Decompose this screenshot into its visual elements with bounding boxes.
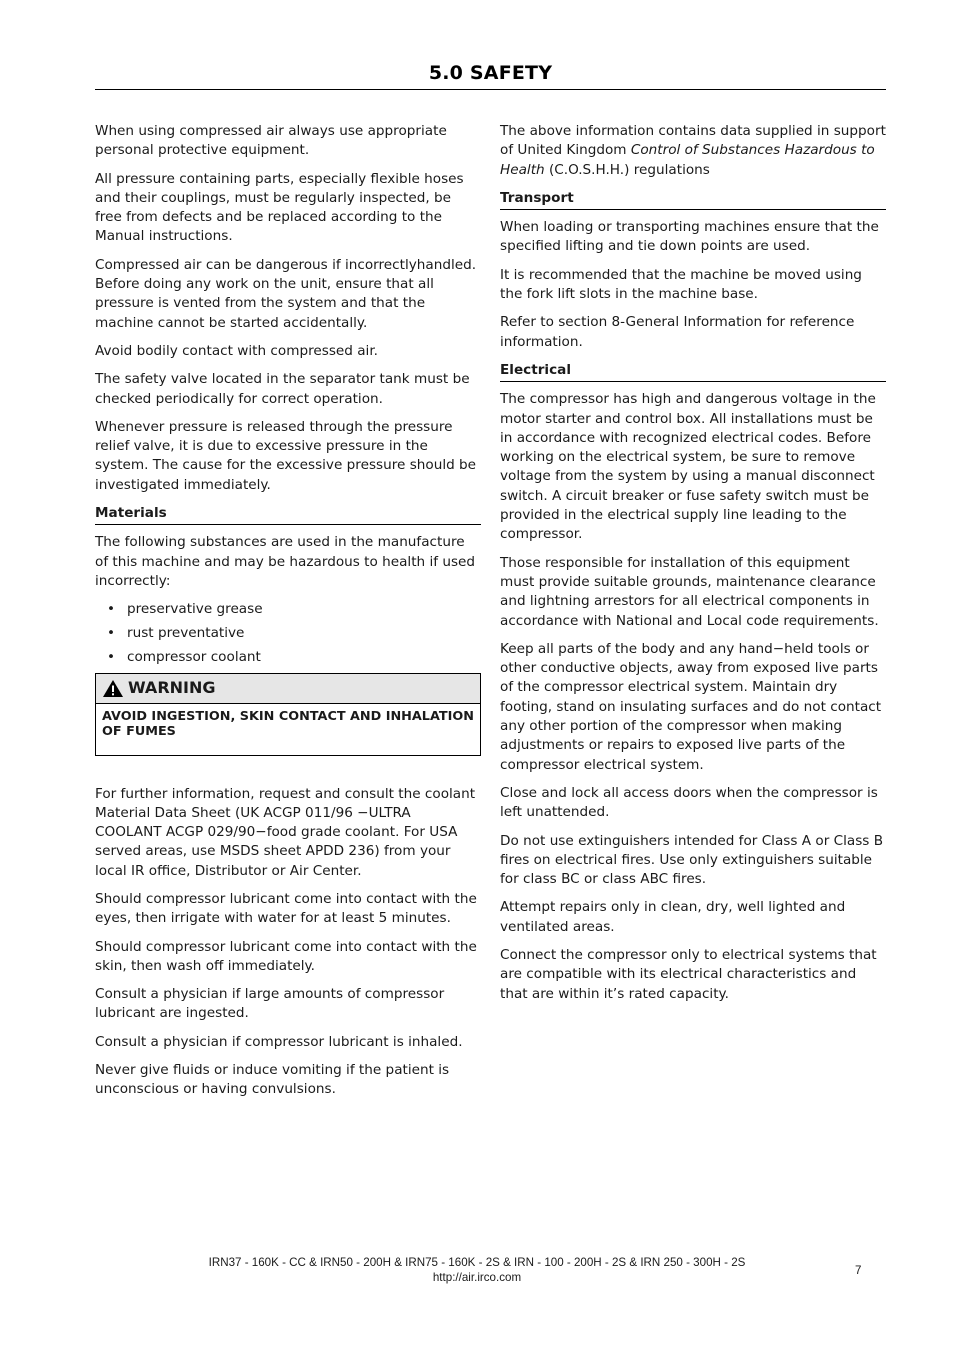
paragraph-repairs: Attempt repairs only in clean, dry, well lighted and ventilated areas. <box>500 899 846 935</box>
footer-url[interactable]: http://air.irco.com <box>432 1271 522 1284</box>
list-item <box>95 624 481 643</box>
paragraph-loading: When loading or transporting machines ensure that the specified lifting and tie down points are used. <box>500 219 879 255</box>
page-title: 5.0 SAFETY <box>428 62 553 84</box>
paragraph-connect: Connect the compressor only to electrical systems that are compatible with its electrical characteristics and that are within it’s rated capacity. <box>500 946 877 1002</box>
right-column <box>500 122 886 1013</box>
list-item <box>95 648 481 667</box>
paragraph-safety-valve: The safety valve located in the separator tank must be checked periodically for correct operation. <box>95 371 470 407</box>
footer-models: IRN37 - 160K - CC & IRN50 - 200H & IRN75 - 160K - 2S & IRN - 100 - 200H - 2S & IRN 250 - 300H - 2S <box>208 1256 746 1269</box>
paragraph-coshh <box>500 122 886 180</box>
paragraph-eyes: Should compressor lubricant come into contact with the eyes, then irrigate with water for at least 5 minutes. <box>95 890 477 927</box>
list-item-text: preservative grease <box>127 601 263 618</box>
paragraph-extinguishers: Do not use extinguishers intended for Class A or Class B fires on electrical fires. Use only extinguishers suitable for class BC or class ABC fires. <box>500 832 884 888</box>
warning-header <box>96 674 480 704</box>
transport-heading: Transport <box>500 189 886 210</box>
left-column <box>95 122 481 1109</box>
bullet-dot: • <box>107 649 116 666</box>
paragraph-coolant-msds: For further information, request and consult the coolant Material Data Sheet (UK ACGP 011/96 −ULTRA COOLANT ACGP 029/90−food grade coolant. For USA served areas, use MSDS sheet APDD 236) from your local IR office, Distributor or Air Center. <box>95 785 476 879</box>
list-item <box>95 600 481 619</box>
paragraph-live-parts: Keep all parts of the body and any hand−held tools or other conductive objects, away from exposed live parts of the compressor electrical system. Maintain dry footing, stand on insulating surfaces and do not contact any other portion of the compressor when making adjustments or repairs to exposed live parts of the compressor electrical system. <box>500 640 882 773</box>
warning-triangle-icon <box>102 679 124 698</box>
paragraph-ingested: Consult a physician if large amounts of compressor lubricant are ingested. <box>95 986 445 1022</box>
paragraph-pressure-relief: Whenever pressure is released through the pressure relief valve, it is due to excessive pressure in the system. The cause for the excessive pressure should be investigated immediately. <box>95 418 477 493</box>
paragraph-installation: Those responsible for installation of this equipment must provide suitable grounds, maintenance clearance and lightning arrestors for all electrical components in accordance with National and Local code requirements. <box>500 554 879 629</box>
substances-list <box>95 600 481 667</box>
coshh-text-a: The above information contains data supplied in support of United Kingdom <box>500 123 886 159</box>
coshh-italic: Control of Substances Hazardous to Health <box>500 142 875 178</box>
warning-title: WARNING <box>128 678 216 698</box>
paragraph-access-doors: Close and lock all access doors when the compressor is left unattended. <box>500 784 878 821</box>
paragraph-fork-lift: It is recommended that the machine be moved using the fork lift slots in the machine base. <box>500 266 862 303</box>
paragraph-substances: The following substances are used in the manufacture of this machine and may be hazardous to health if used incorrectly: <box>95 534 476 589</box>
coshh-text-b: (C.O.S.H.H.) regulations <box>544 161 710 178</box>
paragraph-bodily-contact: Avoid bodily contact with compressed air. <box>95 342 378 359</box>
warning-box <box>95 673 481 756</box>
paragraph-skin: Should compressor lubricant come into contact with the skin, then wash off immediately. <box>95 938 477 974</box>
footer <box>0 1255 954 1285</box>
electrical-heading: Electrical <box>500 361 886 382</box>
list-item-text: compressor coolant <box>127 649 261 666</box>
paragraph-vomiting: Never give fluids or induce vomiting if the patient is unconscious or having convulsions. <box>95 1062 450 1098</box>
bullet-dot: • <box>107 625 116 642</box>
paragraph-hoses: All pressure containing parts, especially flexible hoses and their couplings, must be regularly inspected, be free from defects and be replaced according to the Manual instructions. <box>95 170 464 245</box>
page-number: 7 <box>855 1264 862 1277</box>
paragraph-inhaled: Consult a physician if compressor lubricant is inhaled. <box>95 1033 463 1050</box>
list-item-text: rust preventative <box>127 625 245 642</box>
paragraph-high-voltage: The compressor has high and dangerous voltage in the motor starter and control box. All installations must be in accordance with recognized electrical codes. Before working on the electrical system, be sure to remove voltage from the system by using a manual disconnect switch. A circuit breaker or fuse safety switch must be provided in the electrical supply line leading to the compressor. <box>500 391 876 543</box>
materials-heading: Materials <box>95 504 481 525</box>
warning-text: AVOID INGESTION, SKIN CONTACT AND INHALATION OF FUMES <box>102 708 474 739</box>
paragraph-ppe: When using compressed air always use appropriate personal protective equipment. <box>95 123 447 159</box>
paragraph-compressed-air-danger: Compressed air can be dangerous if incorrectlyhandled. Before doing any work on the unit, ensure that all pressure is vented from the system and that the machine cannot be started accidentally. <box>95 256 477 331</box>
paragraph-refer-section: Refer to section 8-General Information for reference information. <box>500 314 855 350</box>
title-rule <box>95 89 886 90</box>
bullet-dot: • <box>107 601 116 618</box>
